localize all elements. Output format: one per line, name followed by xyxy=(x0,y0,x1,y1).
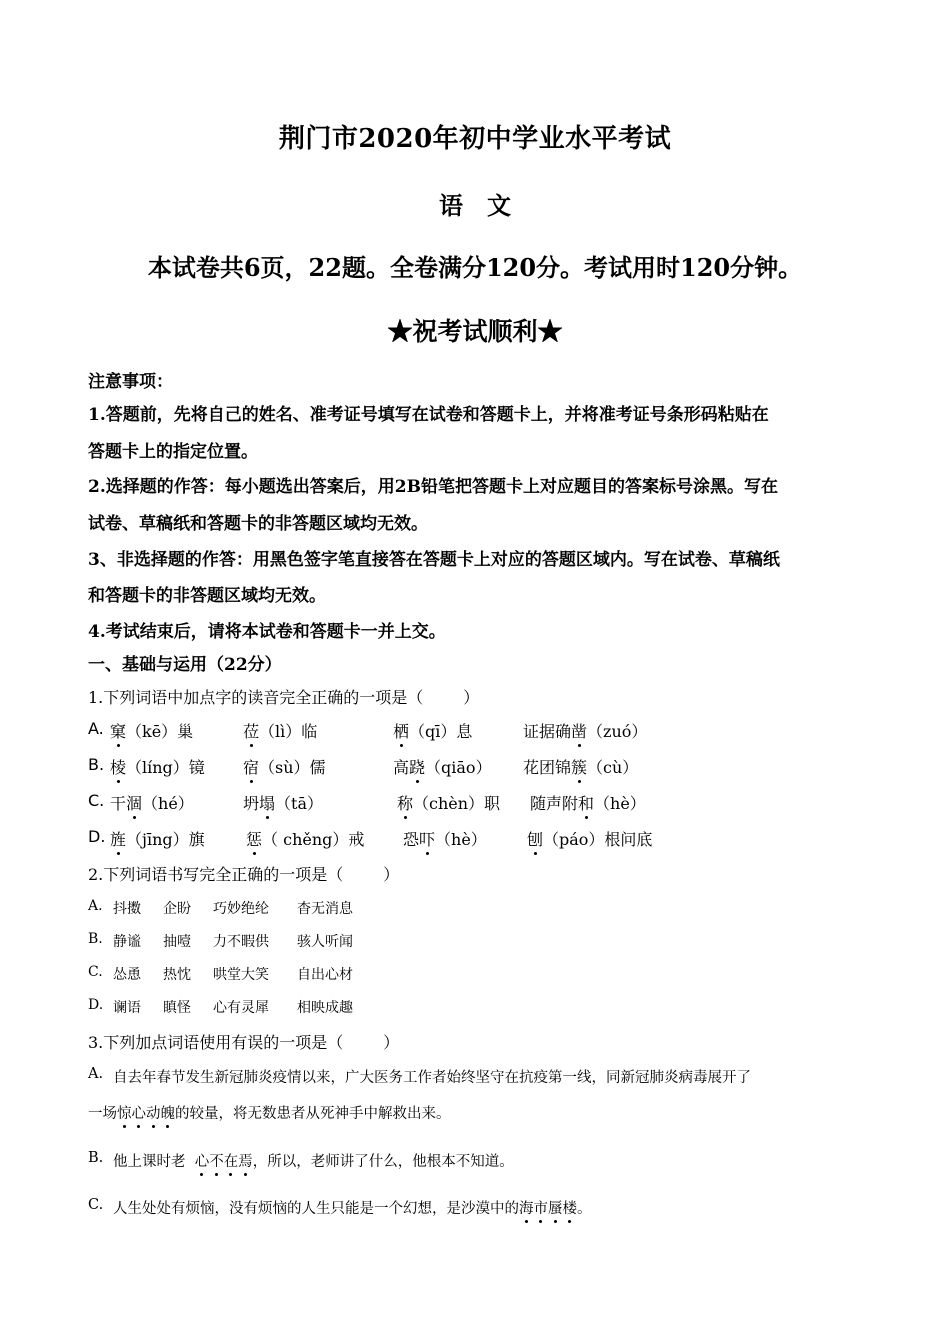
question-2-text: 2.下列词语书写完全正确的一项是（ xyxy=(88,865,344,884)
option-text-line-1: 自去年春节发生新冠肺炎疫情以来，广大医务工作者始终坚守在抗疫第一线，同新冠肺炎病毒展开了 xyxy=(113,1070,751,1086)
option-label: B. xyxy=(88,1150,104,1166)
option-word: 恐吓（hè） xyxy=(403,827,487,850)
option-label: C. xyxy=(88,791,105,810)
question-1-stem xyxy=(88,685,479,708)
option-label: B. xyxy=(88,931,103,947)
option-word: 杳无消息 xyxy=(297,901,353,917)
option-word: 心有灵犀 xyxy=(213,1000,269,1016)
option-word: 抽噎 xyxy=(163,934,191,950)
good-luck-banner: ★祝考试顺利★ xyxy=(387,317,563,346)
option-word: 相映成趣 xyxy=(297,1000,353,1016)
option-word: 栖（qī）息 xyxy=(393,719,472,742)
notice-item-2-line-1: 2.选择题的作答：每小题选出答案后，用2B铅笔把答题卡上对应题目的答案标号涂黑。写在 xyxy=(88,477,778,497)
question-1-close: ） xyxy=(463,688,480,707)
exam-title: 荆门市2020年初中学业水平考试 xyxy=(278,124,672,154)
option-word: 窠（kē）巢 xyxy=(110,719,193,742)
question-3-close: ） xyxy=(383,1033,400,1052)
option-label: A. xyxy=(88,898,103,914)
option-label: D. xyxy=(88,997,104,1013)
option-text: 人生处处有烦恼，没有烦恼的人生只能是一个幻想，是沙漠中的海市蜃楼。 xyxy=(113,1197,592,1218)
notice-item-2-line-2: 试卷、草稿纸和答题卡的非答题区域均无效。 xyxy=(88,514,428,534)
option-word: 花团锦簇（cù） xyxy=(523,755,638,778)
notice-item-1-line-1: 1.答题前，先将自己的姓名、准考证号填写在试卷和答题卡上，并将准考证号条形码粘贴在 xyxy=(88,405,769,425)
option-text-line-2: 一场惊心动魄的较量，将无数患者从死神手中解救出来。 xyxy=(88,1102,451,1123)
question-3-text: 3.下列加点词语使用有误的一项是（ xyxy=(88,1033,344,1052)
notice-item-3-line-1: 3、非选择题的作答：用黑色签字笔直接答在答题卡上对应的答题区域内。写在试卷、草稿纸 xyxy=(88,550,780,570)
option-label: A. xyxy=(88,719,104,738)
option-word: 刨（páo）根问底 xyxy=(527,827,652,850)
option-label: D. xyxy=(88,827,106,846)
option-word: 抖擞 xyxy=(113,901,141,917)
option-word: 巧妙绝纶 xyxy=(213,901,269,917)
option-word: 自出心材 xyxy=(297,967,353,983)
option-label: C. xyxy=(88,964,103,980)
option-word: 哄堂大笑 xyxy=(213,967,269,983)
question-2-stem xyxy=(88,862,399,885)
option-word: 静谧 xyxy=(113,934,141,950)
option-word: 证据确凿（zuó） xyxy=(523,719,647,742)
question-3-stem xyxy=(88,1030,399,1053)
notice-item-3-line-2: 和答题卡的非答题区域均无效。 xyxy=(88,586,326,606)
option-word: 热忱 xyxy=(163,967,191,983)
notice-item-1-line-2: 答题卡上的指定位置。 xyxy=(88,442,258,462)
exam-info: 本试卷共6页，22题。全卷满分120分。考试用时120分钟。 xyxy=(147,253,803,282)
option-word: 谰语 xyxy=(113,1000,141,1016)
question-2-close: ） xyxy=(383,865,400,884)
option-word: 称（chèn）职 xyxy=(397,791,500,814)
option-text: 他上课时老 心不在焉，所以，老师讲了什么，他根本不知道。 xyxy=(113,1150,514,1171)
option-word: 高跷（qiāo） xyxy=(393,755,492,778)
option-word: 干涸（hé） xyxy=(110,791,194,814)
option-word: 坍塌（tā） xyxy=(243,791,323,814)
option-word: 莅（lì）临 xyxy=(243,719,317,742)
option-label: C. xyxy=(88,1197,104,1213)
subject-title: 语 文 xyxy=(439,191,511,220)
option-word: 骇人听闻 xyxy=(297,934,353,950)
notice-heading: 注意事项： xyxy=(88,372,173,392)
option-word: 随声附和（hè） xyxy=(530,791,646,814)
question-1-text: 1.下列词语中加点字的读音完全正确的一项是（ xyxy=(88,688,424,707)
option-word: 宿（sù）儒 xyxy=(243,755,326,778)
notice-item-4: 4.考试结束后，请将本试卷和答题卡一并上交。 xyxy=(88,622,446,642)
option-word: 怂恿 xyxy=(113,967,141,983)
option-word: 力不暇供 xyxy=(213,934,269,950)
section-1-heading: 一、基础与运用（22分） xyxy=(88,655,282,675)
option-word: 企盼 xyxy=(163,901,191,917)
option-label: A. xyxy=(88,1066,104,1082)
option-label: B. xyxy=(88,755,105,774)
option-word: 瞋怪 xyxy=(163,1000,191,1016)
option-word: 旌（jīng）旗 xyxy=(110,827,205,850)
option-word: 棱（líng）镜 xyxy=(110,755,205,778)
option-word: 惩（ chěng）戒 xyxy=(246,827,364,850)
